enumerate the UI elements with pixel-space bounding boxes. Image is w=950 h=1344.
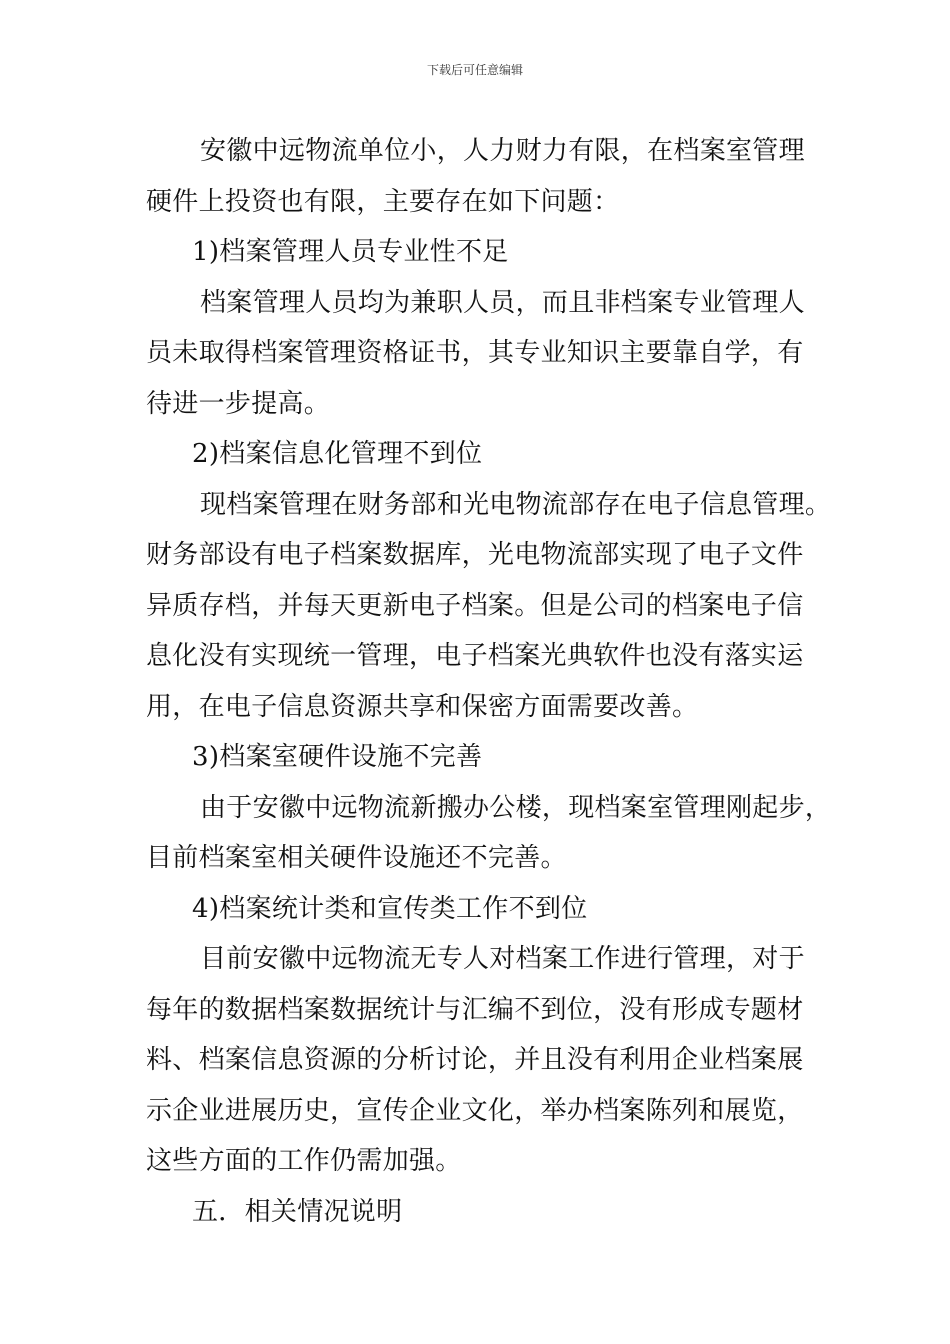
page-header-note: 下载后可任意编辑 (426, 63, 523, 77)
paragraph-line: 用，在电子信息资源共享和保密方面需要改善。 (146, 691, 699, 722)
document-body (146, 126, 832, 1237)
section-heading: 1)档案管理人员专业性不足 (192, 237, 509, 267)
paragraph-line: 目前安徽中远物流无专人对档案工作进行管理，对于 (200, 944, 805, 974)
paragraph-line: 硬件上投资也有限，主要存在如下问题： (146, 186, 620, 217)
paragraph-line: 财务部设有电子档案数据库，光电物流部实现了电子文件 (146, 540, 804, 570)
section-heading: 2)档案信息化管理不到位 (192, 439, 483, 469)
paragraph-line: 档案管理人员均为兼职人员，而且非档案专业管理人 (200, 287, 805, 318)
paragraph-line: 料、档案信息资源的分析讨论，并且没有利用企业档案展 (146, 1045, 804, 1075)
chapter-heading: 五．相关情况说明 (192, 1196, 403, 1227)
paragraph-line: 待进一步提高。 (146, 388, 331, 419)
paragraph-line: 员未取得档案管理资格证书，其专业知识主要靠自学，有 (146, 338, 804, 368)
paragraph-line: 示企业进展历史，宣传企业文化，举办档案陈列和展览， (146, 1095, 804, 1126)
paragraph-line: 现档案管理在财务部和光电物流部存在电子信息管理。 (200, 489, 832, 520)
paragraph-line: 这些方面的工作仍需加强。 (146, 1146, 462, 1176)
paragraph-line: 每年的数据档案数据统计与汇编不到位，没有形成专题材 (146, 994, 804, 1025)
paragraph-line: 目前档案室相关硬件设施还不完善。 (146, 843, 567, 873)
paragraph-line: 安徽中远物流单位小，人力财力有限，在档案室管理 (200, 136, 805, 166)
section-heading: 4)档案统计类和宣传类工作不到位 (192, 893, 588, 924)
section-heading: 3)档案室硬件设施不完善 (192, 742, 483, 772)
paragraph-line: 异质存档，并每天更新电子档案。但是公司的档案电子信 (146, 590, 804, 621)
paragraph-line: 息化没有实现统一管理，电子档案光典软件也没有落实运 (146, 641, 804, 671)
paragraph-line: 由于安徽中远物流新搬办公楼，现档案室管理刚起步， (200, 792, 832, 823)
